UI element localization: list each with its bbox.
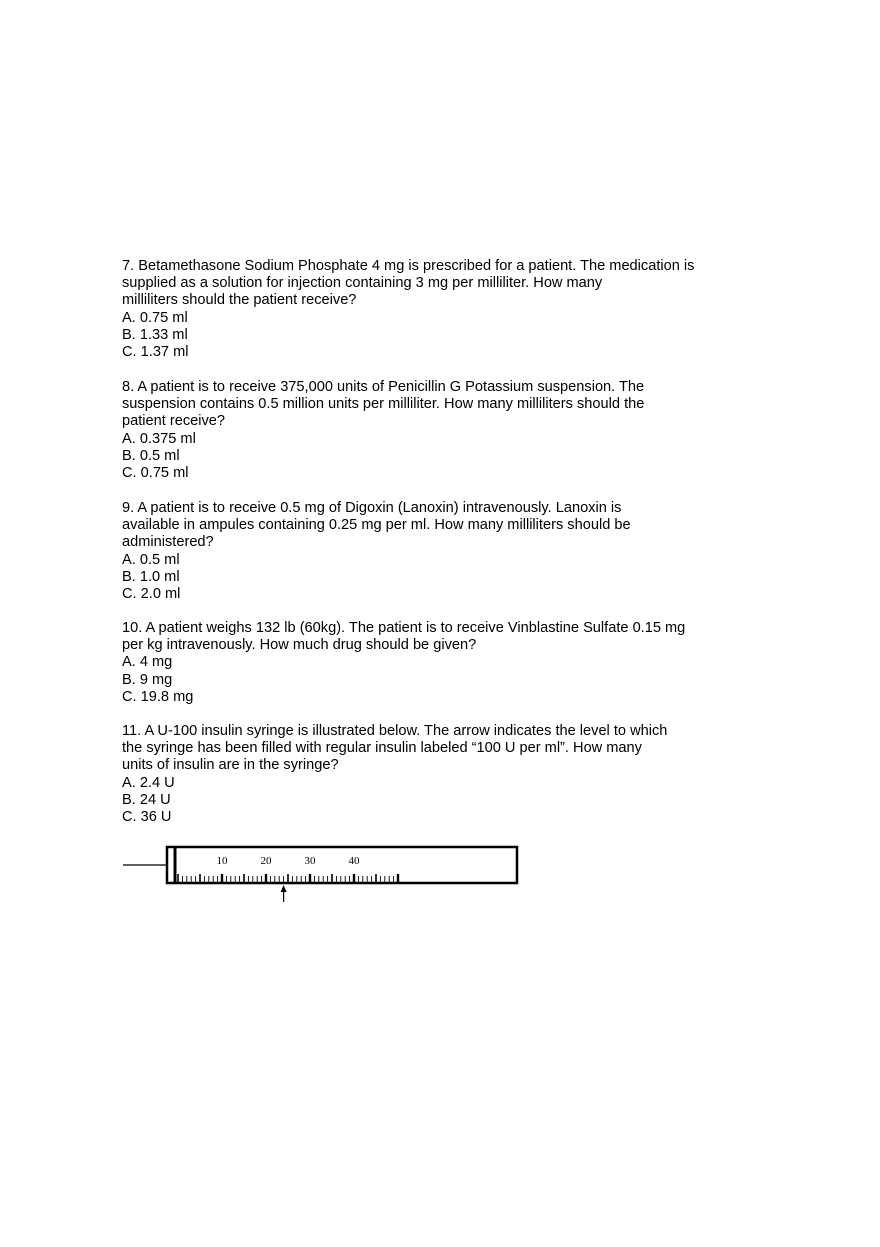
question-text-line: 10. A patient weighs 132 lb (60kg). The patient is to receive Vinblastine Sulfate 0.15 mg xyxy=(122,620,686,636)
fill-level-arrow xyxy=(281,885,287,902)
question-text-line: supplied as a solution for injection containing 3 mg per milliliter. How many xyxy=(122,275,603,292)
answer-option[interactable]: A. 0.5 ml xyxy=(122,551,180,568)
answer-option[interactable]: B. 24 U xyxy=(122,791,171,808)
scale-label: 10 xyxy=(216,855,228,867)
question-text-line: per kg intravenously. How much drug should be given? xyxy=(122,637,477,654)
scale-label: 40 xyxy=(348,855,360,867)
arrow-head xyxy=(281,885,287,892)
question-7 xyxy=(122,258,694,361)
question-text-line: 9. A patient is to receive 0.5 mg of Digoxin (Lanoxin) intravenously. Lanoxin is xyxy=(122,500,622,516)
answer-option[interactable]: C. 19.8 mg xyxy=(122,688,194,705)
insulin-syringe-diagram xyxy=(120,844,520,904)
answer-option[interactable]: B. 9 mg xyxy=(122,671,173,688)
answer-option[interactable]: A. 0.375 ml xyxy=(122,430,196,447)
question-text-line: available in ampules containing 0.25 mg per ml. How many milliliters should be xyxy=(122,517,631,534)
question-text-line: suspension contains 0.5 million units per milliliter. How many milliliters should the xyxy=(122,396,645,413)
scale-label: 20 xyxy=(260,855,272,867)
answer-option[interactable]: C. 36 U xyxy=(122,809,172,826)
question-text-line: 8. A patient is to receive 375,000 units of Penicillin G Potassium suspension. The xyxy=(122,379,645,395)
question-text-line: the syringe has been filled with regular insulin labeled “100 U per ml”. How many xyxy=(122,740,642,757)
answer-option[interactable]: B. 1.0 ml xyxy=(122,568,180,585)
answer-option[interactable]: A. 2.4 U xyxy=(122,774,175,791)
answer-option[interactable]: B. 0.5 ml xyxy=(122,447,180,464)
question-10 xyxy=(122,620,685,706)
question-text-line: units of insulin are in the syringe? xyxy=(122,757,339,774)
question-text-line: milliliters should the patient receive? xyxy=(122,292,357,309)
answer-option[interactable]: A. 4 mg xyxy=(122,654,173,671)
question-text-line: patient receive? xyxy=(122,413,226,430)
answer-option[interactable]: C. 2.0 ml xyxy=(122,586,181,603)
answer-option[interactable]: B. 1.33 ml xyxy=(122,326,188,343)
question-8 xyxy=(122,379,644,482)
syringe-scale xyxy=(178,855,398,882)
question-11 xyxy=(122,723,667,826)
scale-label: 30 xyxy=(304,855,316,867)
question-text-line: 7. Betamethasone Sodium Phosphate 4 mg is prescribed for a patient. The medication is xyxy=(122,258,695,274)
question-text-line: 11. A U-100 insulin syringe is illustrated below. The arrow indicates the level to which xyxy=(122,723,668,739)
answer-option[interactable]: A. 0.75 ml xyxy=(122,309,188,326)
answer-option[interactable]: C. 1.37 ml xyxy=(122,344,189,361)
answer-option[interactable]: C. 0.75 ml xyxy=(122,465,189,482)
question-9 xyxy=(122,500,631,603)
question-text-line: administered? xyxy=(122,534,214,551)
